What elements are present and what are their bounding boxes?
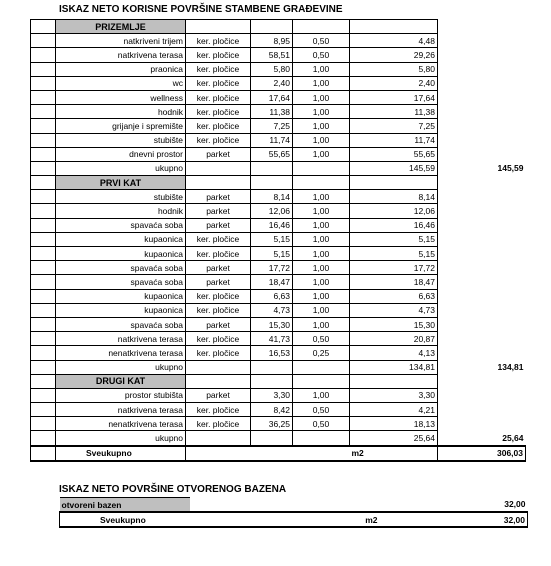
table-row xyxy=(31,218,526,232)
empty-cell xyxy=(31,388,56,402)
empty-cell xyxy=(31,346,56,360)
table-row xyxy=(31,105,526,119)
area-factor: 1,00 xyxy=(293,204,350,218)
room-name: stubište xyxy=(56,133,186,147)
net-area: 4,73 xyxy=(350,303,438,317)
room-area: 17,72 xyxy=(251,261,293,275)
room-name: stubište xyxy=(56,190,186,204)
room-area: 16,53 xyxy=(251,346,293,360)
empty-cell xyxy=(31,431,56,446)
room-area: 16,46 xyxy=(251,218,293,232)
floor-total-net: 25,64 xyxy=(350,431,438,446)
empty-cell xyxy=(31,62,56,76)
floor-finish: ker. pločice xyxy=(186,133,251,147)
net-area: 4,48 xyxy=(350,34,438,48)
net-area: 5,15 xyxy=(350,247,438,261)
empty-cell xyxy=(438,232,526,246)
floor-finish: parket xyxy=(186,317,251,331)
grand-total-row xyxy=(31,446,526,461)
table-row xyxy=(31,90,526,104)
area-factor: 1,00 xyxy=(293,133,350,147)
room-area: 11,38 xyxy=(251,105,293,119)
empty-cell xyxy=(31,190,56,204)
net-area: 16,46 xyxy=(350,218,438,232)
room-name: praonica xyxy=(56,62,186,76)
area-factor: 0,50 xyxy=(293,48,350,62)
pool-total-unit: m2 xyxy=(190,512,424,527)
empty-cell xyxy=(293,446,350,461)
room-area: 55,65 xyxy=(251,147,293,161)
table-row xyxy=(31,62,526,76)
pool-total-value: 32,00 xyxy=(424,512,528,527)
empty-cell xyxy=(31,261,56,275)
room-name: hodnik xyxy=(56,204,186,218)
floor-header-row xyxy=(31,20,526,34)
room-name: wc xyxy=(56,76,186,90)
room-name: kupaonica xyxy=(56,247,186,261)
net-area: 55,65 xyxy=(350,147,438,161)
area-factor: 1,00 xyxy=(293,261,350,275)
floor-finish: ker. pločice xyxy=(186,232,251,246)
floor-total-row xyxy=(31,431,526,446)
empty-cell xyxy=(251,161,293,175)
table-row xyxy=(31,303,526,317)
table-row xyxy=(31,403,526,417)
floor-finish: ker. pločice xyxy=(186,346,251,360)
floor-finish: ker. pločice xyxy=(186,105,251,119)
empty-cell xyxy=(31,204,56,218)
room-area: 15,30 xyxy=(251,317,293,331)
empty-cell xyxy=(186,161,251,175)
empty-cell xyxy=(31,403,56,417)
empty-cell xyxy=(251,360,293,374)
empty-cell xyxy=(186,374,251,388)
net-area: 11,38 xyxy=(350,105,438,119)
empty-cell xyxy=(31,119,56,133)
net-area: 4,13 xyxy=(350,346,438,360)
floor-total-row xyxy=(31,161,526,175)
floor-finish: ker. pločice xyxy=(186,90,251,104)
empty-cell xyxy=(31,76,56,90)
empty-cell xyxy=(31,161,56,175)
empty-cell xyxy=(350,374,438,388)
empty-cell xyxy=(31,90,56,104)
room-name: kupaonica xyxy=(56,289,186,303)
table-row xyxy=(31,247,526,261)
room-name: spavaća soba xyxy=(56,261,186,275)
room-area: 3,30 xyxy=(251,388,293,402)
area-factor: 1,00 xyxy=(293,190,350,204)
empty-cell xyxy=(438,289,526,303)
floor-finish: parket xyxy=(186,147,251,161)
empty-cell xyxy=(31,232,56,246)
empty-cell xyxy=(186,446,251,461)
room-name: natkrivena terasa xyxy=(56,403,186,417)
empty-cell xyxy=(31,176,56,190)
empty-cell xyxy=(350,20,438,34)
room-name: nenatkrivena terasa xyxy=(56,417,186,431)
floor-subtotal: 134,81 xyxy=(497,362,524,373)
empty-cell xyxy=(438,76,526,90)
room-area: 58,51 xyxy=(251,48,293,62)
area-table xyxy=(30,19,526,462)
empty-cell xyxy=(31,275,56,289)
room-area: 4,73 xyxy=(251,303,293,317)
empty-cell xyxy=(438,346,526,360)
room-name: dnevni prostor xyxy=(56,147,186,161)
grand-total-unit: m2 xyxy=(350,446,438,461)
empty-cell xyxy=(350,176,438,190)
net-area: 17,72 xyxy=(350,261,438,275)
empty-cell xyxy=(438,62,526,76)
empty-cell xyxy=(31,446,56,461)
total-label: ukupno xyxy=(56,161,186,175)
empty-cell xyxy=(438,48,526,62)
empty-cell xyxy=(438,133,526,147)
pool-title: ISKAZ NETO POVRŠINE OTVORENOG BAZENA xyxy=(59,484,287,495)
empty-cell xyxy=(438,119,526,133)
empty-cell xyxy=(31,303,56,317)
room-area: 8,95 xyxy=(251,34,293,48)
empty-cell xyxy=(186,431,251,446)
empty-cell xyxy=(186,20,251,34)
empty-cell xyxy=(31,218,56,232)
room-name: spavaća soba xyxy=(56,218,186,232)
empty-cell xyxy=(31,105,56,119)
grand-total-label: Sveukupno xyxy=(56,446,186,461)
empty-cell xyxy=(251,431,293,446)
area-factor: 0,50 xyxy=(293,417,350,431)
area-factor: 0,50 xyxy=(293,34,350,48)
empty-cell xyxy=(31,360,56,374)
area-factor: 1,00 xyxy=(293,90,350,104)
empty-cell xyxy=(438,261,526,275)
room-name: nenatkrivena terasa xyxy=(56,346,186,360)
net-area: 15,30 xyxy=(350,317,438,331)
empty-cell xyxy=(438,303,526,317)
area-factor: 1,00 xyxy=(293,119,350,133)
floor-finish: ker. pločice xyxy=(186,417,251,431)
net-area: 5,15 xyxy=(350,232,438,246)
floor-finish: parket xyxy=(186,388,251,402)
room-name: natkrivena terasa xyxy=(56,332,186,346)
pool-total-label: Sveukupno xyxy=(60,512,190,527)
floor-subtotal: 145,59 xyxy=(497,163,524,174)
floor-finish: ker. pločice xyxy=(186,34,251,48)
floor-finish: ker. pločice xyxy=(186,403,251,417)
empty-cell xyxy=(31,34,56,48)
empty-cell xyxy=(438,417,526,431)
grand-total-value: 306,03 xyxy=(438,446,526,461)
room-area: 8,42 xyxy=(251,403,293,417)
empty-cell xyxy=(438,275,526,289)
area-factor: 1,00 xyxy=(293,76,350,90)
empty-cell xyxy=(438,190,526,204)
floor-finish: ker. pločice xyxy=(186,119,251,133)
total-label: ukupno xyxy=(56,360,186,374)
pool-row xyxy=(60,498,528,513)
floor-finish: parket xyxy=(186,190,251,204)
empty-cell xyxy=(293,431,350,446)
table-row xyxy=(31,275,526,289)
room-area: 5,80 xyxy=(251,62,293,76)
empty-cell xyxy=(438,332,526,346)
room-area: 18,47 xyxy=(251,275,293,289)
floor-name: PRIZEMLJE xyxy=(56,20,186,34)
table-row xyxy=(31,190,526,204)
total-label: ukupno xyxy=(56,431,186,446)
empty-cell xyxy=(293,360,350,374)
area-factor: 1,00 xyxy=(293,275,350,289)
floor-finish: parket xyxy=(186,204,251,218)
room-name: kupaonica xyxy=(56,232,186,246)
empty-cell xyxy=(438,403,526,417)
table-row xyxy=(31,147,526,161)
floor-finish: ker. pločice xyxy=(186,48,251,62)
room-name: grijanje i spremište xyxy=(56,119,186,133)
floor-finish: parket xyxy=(186,261,251,275)
room-area: 6,63 xyxy=(251,289,293,303)
room-area: 36,25 xyxy=(251,417,293,431)
floor-finish: ker. pločice xyxy=(186,247,251,261)
empty-cell xyxy=(293,374,350,388)
room-name: kupaonica xyxy=(56,303,186,317)
area-factor: 1,00 xyxy=(293,62,350,76)
empty-cell xyxy=(438,90,526,104)
empty-cell xyxy=(438,388,526,402)
area-factor: 1,00 xyxy=(293,147,350,161)
empty-cell xyxy=(251,176,293,190)
net-area: 2,40 xyxy=(350,76,438,90)
net-area: 20,87 xyxy=(350,332,438,346)
room-name: wellness xyxy=(56,90,186,104)
empty-cell xyxy=(438,374,526,388)
area-factor: 1,00 xyxy=(293,303,350,317)
room-area: 11,74 xyxy=(251,133,293,147)
empty-cell xyxy=(251,446,293,461)
net-area: 8,14 xyxy=(350,190,438,204)
floor-finish: ker. pločice xyxy=(186,289,251,303)
floor-subtotal: 25,64 xyxy=(502,432,524,443)
area-factor: 1,00 xyxy=(293,105,350,119)
empty-cell xyxy=(438,218,526,232)
room-area: 7,25 xyxy=(251,119,293,133)
floor-finish: parket xyxy=(186,218,251,232)
empty-cell xyxy=(438,247,526,261)
empty-cell xyxy=(293,20,350,34)
page-title: ISKAZ NETO KORISNE POVRŠINE STAMBENE GRAĐEVINE xyxy=(59,4,343,15)
table-row xyxy=(31,48,526,62)
empty-cell xyxy=(31,147,56,161)
table-row xyxy=(31,261,526,275)
empty-cell xyxy=(186,360,251,374)
room-name: spavaća soba xyxy=(56,317,186,331)
net-area: 7,25 xyxy=(350,119,438,133)
room-name: hodnik xyxy=(56,105,186,119)
empty-cell xyxy=(438,204,526,218)
floor-finish: ker. pločice xyxy=(186,303,251,317)
empty-cell xyxy=(251,20,293,34)
empty-cell xyxy=(293,176,350,190)
empty-cell xyxy=(438,105,526,119)
room-name: prostor stubišta xyxy=(56,388,186,402)
floor-total-row xyxy=(31,360,526,374)
net-area: 29,26 xyxy=(350,48,438,62)
table-row xyxy=(31,332,526,346)
area-factor: 1,00 xyxy=(293,218,350,232)
area-factor: 1,00 xyxy=(293,388,350,402)
empty-cell xyxy=(438,20,526,34)
empty-cell xyxy=(31,20,56,34)
table-row xyxy=(31,289,526,303)
floor-total-net: 145,59 xyxy=(350,161,438,175)
empty-cell xyxy=(31,332,56,346)
pool-table xyxy=(59,497,528,528)
pool-row-value: 32,00 xyxy=(504,499,526,510)
net-area: 5,80 xyxy=(350,62,438,76)
room-area: 17,64 xyxy=(251,90,293,104)
area-factor: 1,00 xyxy=(293,289,350,303)
area-factor: 1,00 xyxy=(293,232,350,246)
area-factor: 0,25 xyxy=(293,346,350,360)
room-area: 8,14 xyxy=(251,190,293,204)
table-row xyxy=(31,388,526,402)
area-factor: 1,00 xyxy=(293,317,350,331)
empty-cell xyxy=(31,417,56,431)
floor-name: DRUGI KAT xyxy=(56,374,186,388)
net-area: 12,06 xyxy=(350,204,438,218)
floor-finish: ker. pločice xyxy=(186,332,251,346)
table-row xyxy=(31,417,526,431)
room-name: natkrivena terasa xyxy=(56,48,186,62)
room-area: 12,06 xyxy=(251,204,293,218)
empty-cell xyxy=(31,317,56,331)
area-factor: 0,50 xyxy=(293,403,350,417)
empty-cell xyxy=(31,289,56,303)
room-area: 5,15 xyxy=(251,232,293,246)
area-factor: 0,50 xyxy=(293,332,350,346)
empty-cell xyxy=(438,34,526,48)
net-area: 17,64 xyxy=(350,90,438,104)
floor-finish: parket xyxy=(186,275,251,289)
empty-cell xyxy=(31,133,56,147)
floor-name: PRVI KAT xyxy=(56,176,186,190)
empty-cell xyxy=(438,317,526,331)
table-row xyxy=(31,232,526,246)
empty-cell xyxy=(438,176,526,190)
net-area: 3,30 xyxy=(350,388,438,402)
floor-total-net: 134,81 xyxy=(350,360,438,374)
empty-cell xyxy=(31,48,56,62)
empty-cell xyxy=(438,147,526,161)
net-area: 6,63 xyxy=(350,289,438,303)
net-area: 11,74 xyxy=(350,133,438,147)
table-row xyxy=(31,204,526,218)
floor-header-row xyxy=(31,374,526,388)
net-area: 4,21 xyxy=(350,403,438,417)
net-area: 18,47 xyxy=(350,275,438,289)
floor-finish: ker. pločice xyxy=(186,76,251,90)
table-row xyxy=(31,34,526,48)
empty-cell xyxy=(251,374,293,388)
room-area: 2,40 xyxy=(251,76,293,90)
floor-finish: ker. pločice xyxy=(186,62,251,76)
area-factor: 1,00 xyxy=(293,247,350,261)
net-area: 18,13 xyxy=(350,417,438,431)
room-name: natkriveni trijem xyxy=(56,34,186,48)
empty-cell xyxy=(31,374,56,388)
pool-total-row xyxy=(60,512,528,527)
table-row xyxy=(31,133,526,147)
empty-cell xyxy=(186,176,251,190)
table-row xyxy=(31,317,526,331)
table-row xyxy=(31,346,526,360)
room-area: 41,73 xyxy=(251,332,293,346)
room-area: 5,15 xyxy=(251,247,293,261)
empty-cell xyxy=(293,161,350,175)
floor-header-row xyxy=(31,176,526,190)
table-row xyxy=(31,76,526,90)
empty-cell xyxy=(31,247,56,261)
pool-row-label: otvoreni bazen xyxy=(60,498,190,513)
room-name: spavaća soba xyxy=(56,275,186,289)
table-row xyxy=(31,119,526,133)
